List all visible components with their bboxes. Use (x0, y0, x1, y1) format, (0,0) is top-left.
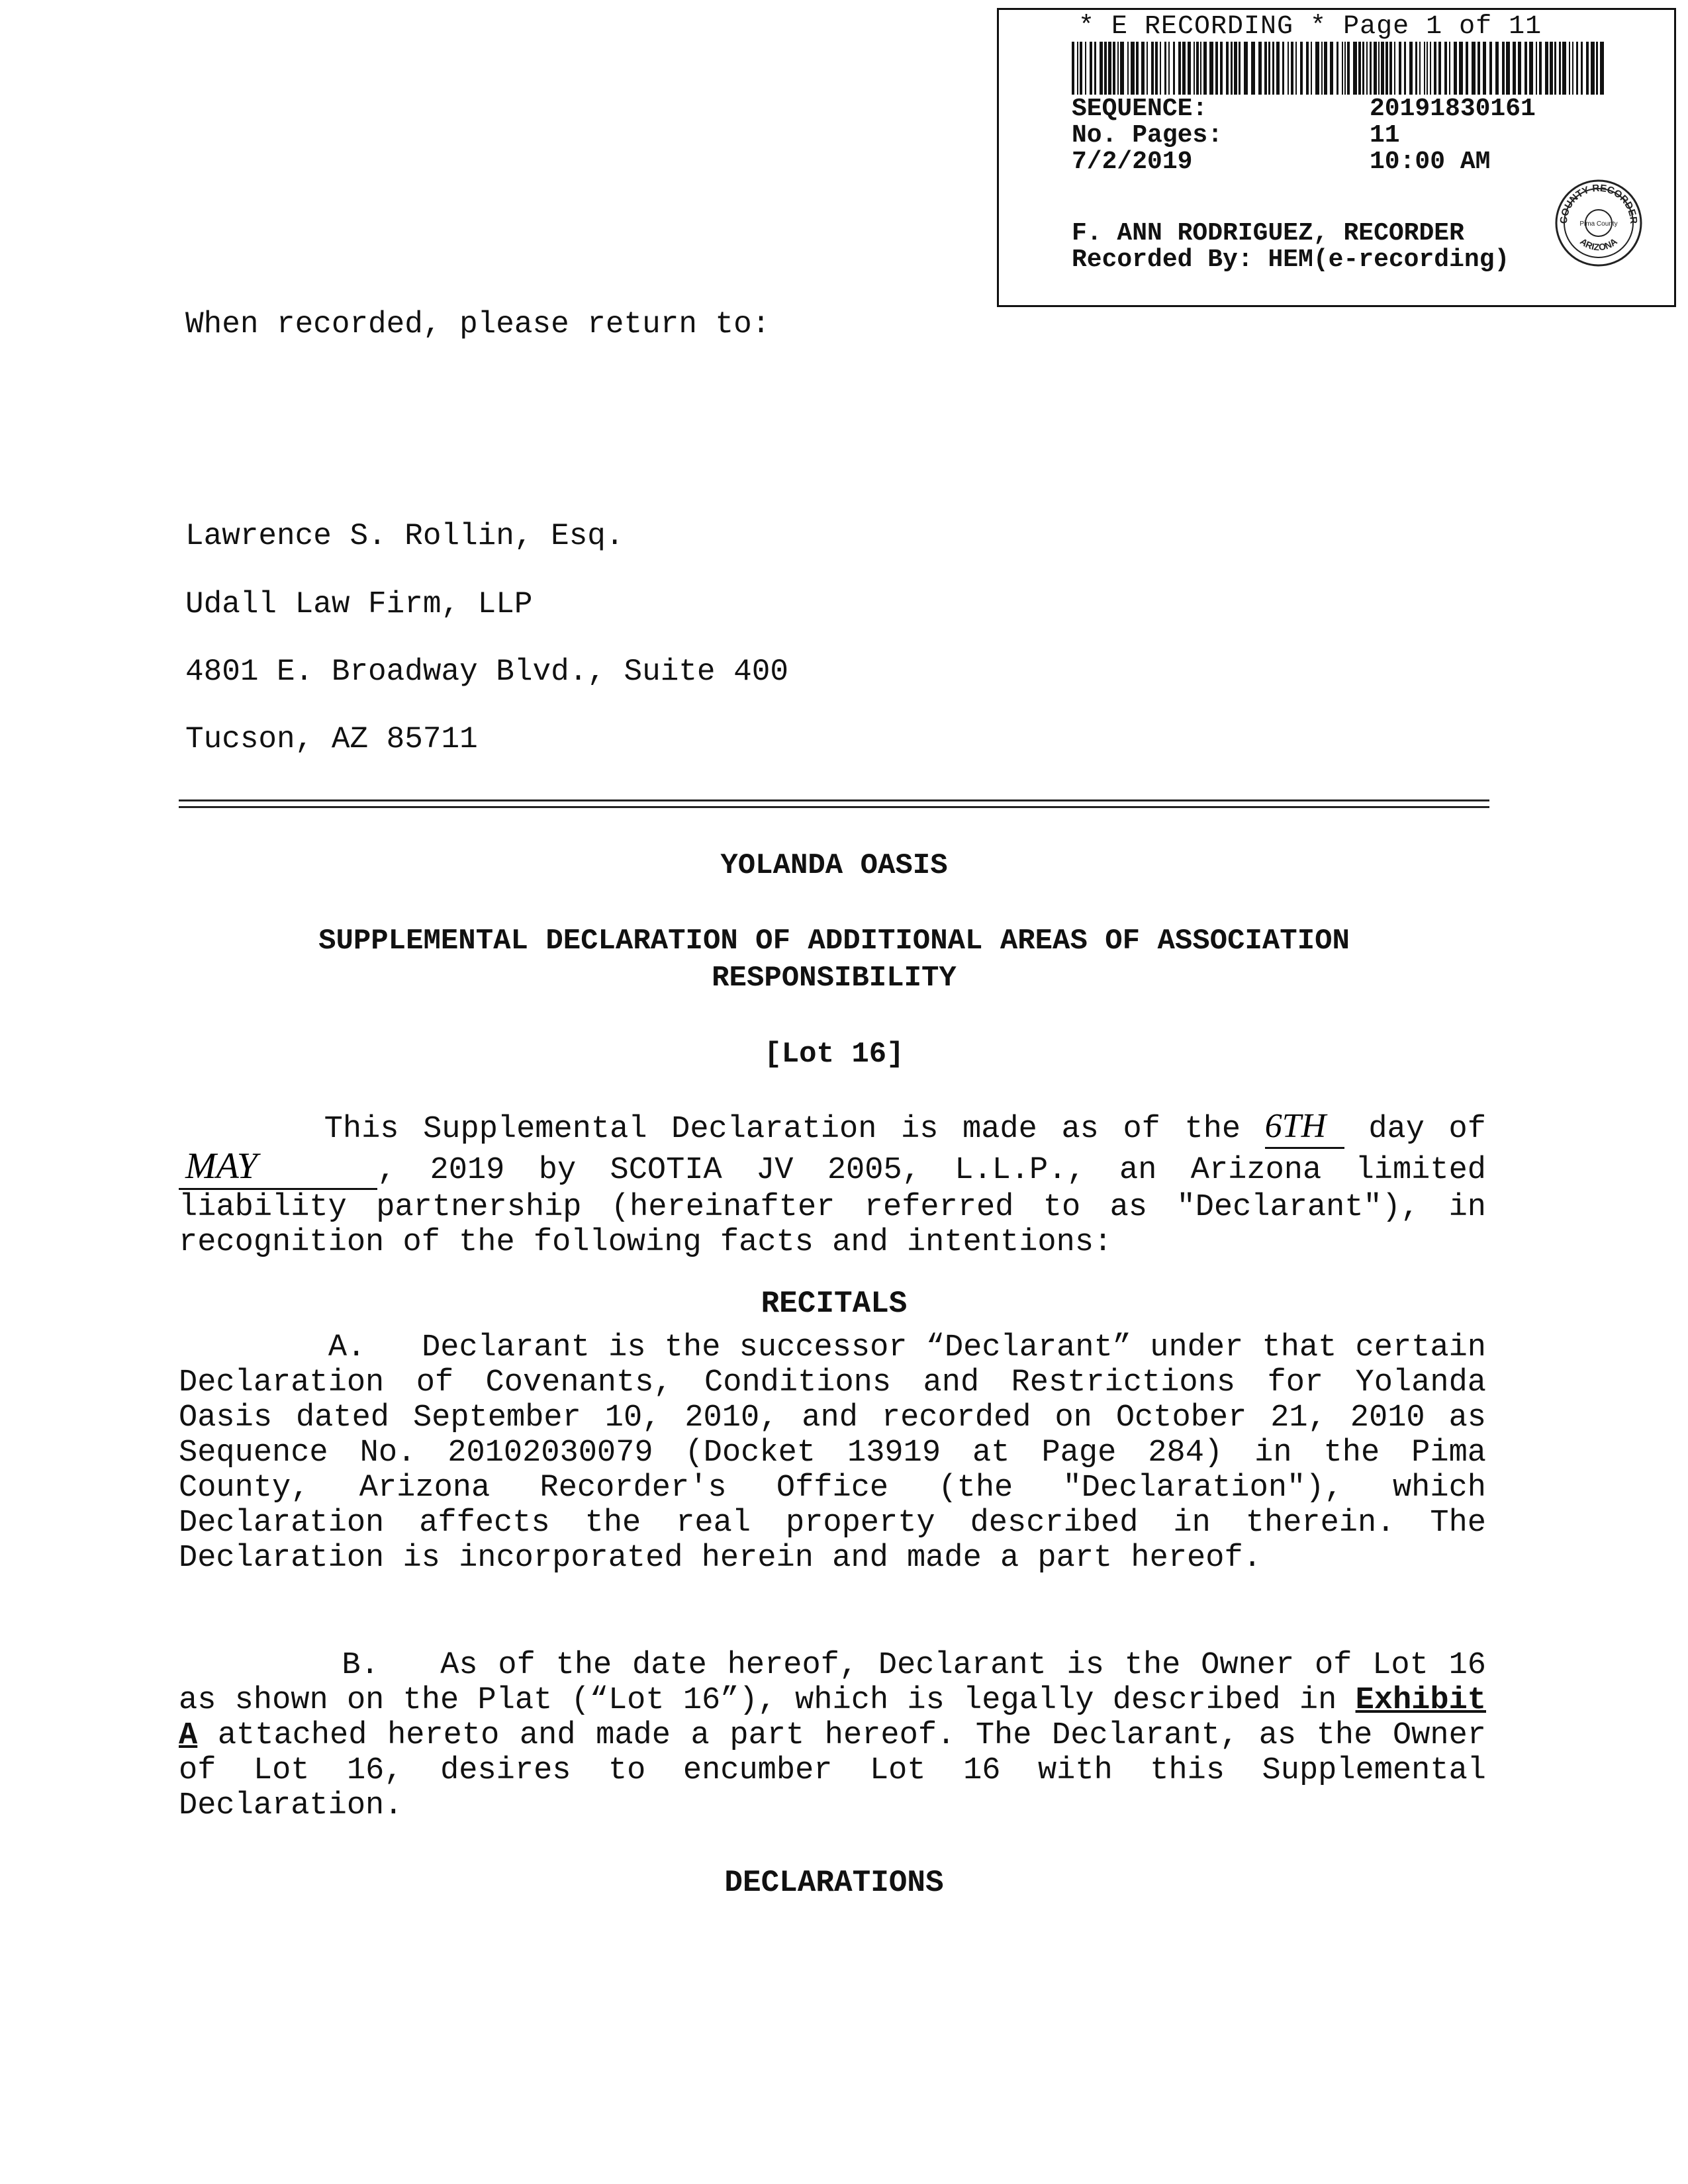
barcode-bar (1529, 42, 1533, 95)
handwritten-month: MAY (185, 1146, 258, 1187)
barcode-bar (1108, 42, 1111, 95)
barcode-bar (1347, 42, 1350, 95)
return-name: Lawrence S. Rollin, Esq. (185, 519, 624, 553)
barcode-bar (1562, 42, 1566, 95)
barcode-bar (1311, 42, 1312, 95)
barcode-bar (1196, 42, 1199, 95)
recording-header: * E RECORDING * Page 1 of 11 (1078, 12, 1542, 42)
barcode-bar (1113, 42, 1115, 95)
barcode-bar (1502, 42, 1505, 95)
barcode-bar (1306, 42, 1309, 95)
recorder-name: F. ANN RODRIGUEZ, RECORDER (1072, 219, 1464, 248)
barcode-bar (1550, 42, 1553, 95)
barcode-bar (1272, 42, 1274, 95)
barcode-bar (1459, 42, 1463, 95)
barcode-bar (1489, 42, 1492, 95)
project-title: YOLANDA OASIS (720, 849, 948, 882)
barcode-bar (1330, 42, 1333, 95)
barcode-bar (1188, 42, 1191, 95)
barcode-bar (1466, 42, 1468, 95)
day-blank (1265, 1109, 1344, 1149)
return-to-label: When recorded, please return to: (185, 307, 771, 341)
intro-text-1: This Supplemental Declaration is made as of the (324, 1112, 1241, 1147)
svg-text:COUNTY RECORDER (1558, 183, 1639, 224)
seal-center-text: Pima County (1579, 220, 1618, 228)
barcode-bar (1370, 42, 1372, 95)
barcode-bar (1596, 42, 1598, 95)
barcode-bar (1173, 42, 1175, 95)
barcode-bar (1581, 42, 1583, 95)
barcode-bar (1378, 42, 1380, 95)
barcode-bar (1483, 42, 1486, 95)
barcode-bar (1147, 42, 1148, 95)
barcode-bar (1234, 42, 1237, 95)
barcode-bar (1399, 42, 1401, 95)
barcode-bar (1438, 42, 1441, 95)
barcode-bar (1518, 42, 1521, 95)
barcode-bar (1276, 42, 1280, 95)
divider-rule-top (179, 799, 1489, 801)
barcode-bar (1155, 42, 1158, 95)
barcode-bar (1362, 42, 1364, 95)
recital-a-label: A. (328, 1330, 366, 1365)
barcode-bar (1576, 42, 1578, 95)
barcode-bar (1559, 42, 1561, 95)
divider-rule-bottom (179, 806, 1489, 808)
barcode-bar (1295, 42, 1297, 95)
exhibit-a-reference: Exhibit A (179, 1683, 1486, 1753)
barcode-bar (1506, 42, 1510, 95)
seal-top-text: COUNTY RECORDER (1558, 182, 1640, 224)
barcode-bar (1264, 42, 1267, 95)
barcode-bar (1430, 42, 1431, 95)
barcode-bar (1409, 42, 1413, 95)
barcode-bar (1080, 42, 1082, 95)
return-street: 4801 E. Broadway Blvd., Suite 400 (185, 655, 788, 689)
document-heading-line2: RESPONSIBILITY (712, 962, 957, 995)
barcode-bar (1160, 42, 1161, 95)
document-heading-line1: SUPPLEMENTAL DECLARATION OF ADDITIONAL AREAS OF ASSOCIATION (318, 925, 1350, 958)
barcode-bar (1545, 42, 1548, 95)
barcode-bar (1194, 42, 1195, 95)
barcode-bar (1591, 42, 1595, 95)
lot-label: [Lot 16] (764, 1038, 904, 1071)
intro-text-3: , 2019 by SCOTIA JV 2005, L.L.P., an Arizona limited liability partnership (hereinafter referred to as "Declarant"), in recognition of the following facts and intentions: (179, 1153, 1486, 1260)
barcode-bar (1513, 42, 1516, 95)
barcode-bar (1600, 42, 1604, 95)
barcode-bar (1209, 42, 1213, 95)
pages-value: 11 (1370, 121, 1400, 150)
return-firm: Udall Law Firm, LLP (185, 587, 533, 621)
barcode-bar (1239, 42, 1241, 95)
barcode-image (1072, 42, 1608, 95)
barcode-bar (1251, 42, 1255, 95)
seal-bottom-text: ARIZONA (1578, 236, 1619, 253)
barcode-bar (1449, 42, 1450, 95)
barcode-bar (1424, 42, 1425, 95)
barcode-bar (1117, 42, 1119, 95)
sequence-label: SEQUENCE: (1072, 95, 1208, 123)
barcode-bar (1090, 42, 1092, 95)
recording-stamp-box (997, 8, 1676, 307)
barcode-bar (1358, 42, 1361, 95)
intro-text-2: day of (1368, 1112, 1486, 1147)
barcode-bar (1394, 42, 1395, 95)
barcode-bar (1291, 42, 1293, 95)
barcode-bar (1385, 42, 1388, 95)
barcode-bar (1554, 42, 1556, 95)
barcode-bar (1072, 42, 1074, 95)
barcode-bar (1244, 42, 1248, 95)
barcode-bar (1136, 42, 1139, 95)
barcode-bar (1477, 42, 1480, 95)
barcode-bar (1104, 42, 1107, 95)
barcode-bar (1220, 42, 1223, 95)
barcode-bar (1415, 42, 1417, 95)
recording-date: 7/2/2019 (1072, 148, 1193, 176)
barcode-bar (1472, 42, 1476, 95)
barcode-bar (1586, 42, 1589, 95)
barcode-bar (1434, 42, 1436, 95)
barcode-bar (1151, 42, 1154, 95)
barcode-bar (1495, 42, 1499, 95)
barcode-bar (1085, 42, 1086, 95)
county-recorder-seal-icon (1552, 177, 1645, 269)
barcode-bar (1454, 42, 1457, 95)
month-blank (179, 1146, 377, 1190)
recital-a (179, 1330, 1486, 1576)
recording-time: 10:00 AM (1370, 148, 1491, 176)
barcode-bar (1182, 42, 1186, 95)
barcode-bar (1404, 42, 1406, 95)
barcode-bar (1366, 42, 1368, 95)
barcode-bar (1215, 42, 1218, 95)
barcode-bar (1231, 42, 1233, 95)
declarations-heading: DECLARATIONS (724, 1866, 944, 1900)
barcode-bar (1321, 42, 1323, 95)
barcode-bar (1127, 42, 1129, 95)
barcode-bar (1226, 42, 1229, 95)
barcode-bar (1164, 42, 1166, 95)
barcode-bar (1524, 42, 1527, 95)
handwritten-day: 6TH (1264, 1107, 1327, 1145)
barcode-bar (1168, 42, 1170, 95)
barcode-bar (1324, 42, 1327, 95)
barcode-bar (1200, 42, 1201, 95)
barcode-bar (1427, 42, 1428, 95)
barcode-bar (1353, 42, 1357, 95)
barcode-bar (1131, 42, 1135, 95)
barcode-bar (1344, 42, 1346, 95)
barcode-bar (1381, 42, 1384, 95)
barcode-bar (1094, 42, 1096, 95)
recorded-by: Recorded By: HEM(e-recording) (1072, 246, 1510, 274)
barcode-bar (1389, 42, 1392, 95)
recital-b (179, 1648, 1486, 1823)
barcode-bar (1282, 42, 1284, 95)
barcode-bar (1258, 42, 1262, 95)
barcode-bar (1572, 42, 1573, 95)
barcode-bar (1141, 42, 1145, 95)
svg-text:ARIZONA (1578, 236, 1619, 252)
barcode-bar (1539, 42, 1542, 95)
pages-label: No. Pages: (1072, 121, 1223, 150)
barcode-bar (1100, 42, 1103, 95)
recitals-heading: RECITALS (761, 1287, 908, 1321)
recital-b-text-2: attached hereto and made a part hereof. The Declarant, as the Owner of Lot 16, desires to encumber Lot 16 with this Supplemental Declaration. (179, 1718, 1486, 1823)
barcode-bar (1315, 42, 1319, 95)
return-city: Tucson, AZ 85711 (185, 722, 478, 756)
barcode-bar (1203, 42, 1207, 95)
recital-a-text: Declarant is the successor “Declarant” under that certain Declaration of Covenants, Conditions and Restrictions for Yolanda Oasis dated September 10, 2010, and recorded on October 21, 2010 as Sequence No. 20102030079 (Docket 13919 at Page 284) in the Pima County, Arizona Recorder's Office (the "Declaration"), which Declaration affects the real property described in therein. The Declaration is incorporated herein and made a part hereof. (179, 1330, 1486, 1576)
barcode-bar (1536, 42, 1537, 95)
barcode-bar (1342, 42, 1343, 95)
barcode-bar (1288, 42, 1289, 95)
barcode-bar (1178, 42, 1181, 95)
barcode-bar (1077, 42, 1078, 95)
barcode-bar (1444, 42, 1447, 95)
intro-paragraph (179, 1109, 1486, 1260)
barcode-bar (1120, 42, 1124, 95)
recital-b-label: B. (342, 1648, 379, 1683)
barcode-bar (1336, 42, 1338, 95)
barcode-bar (1268, 42, 1270, 95)
sequence-value: 20191830161 (1370, 95, 1536, 123)
barcode-bar (1374, 42, 1377, 95)
barcode-bar (1300, 42, 1303, 95)
barcode-bar (1569, 42, 1570, 95)
barcode-bar (1419, 42, 1421, 95)
recital-b-text-1: As of the date hereof, Declarant is the Owner of Lot 16 as shown on the Plat (“Lot 16”), which is legally described in (179, 1648, 1486, 1718)
